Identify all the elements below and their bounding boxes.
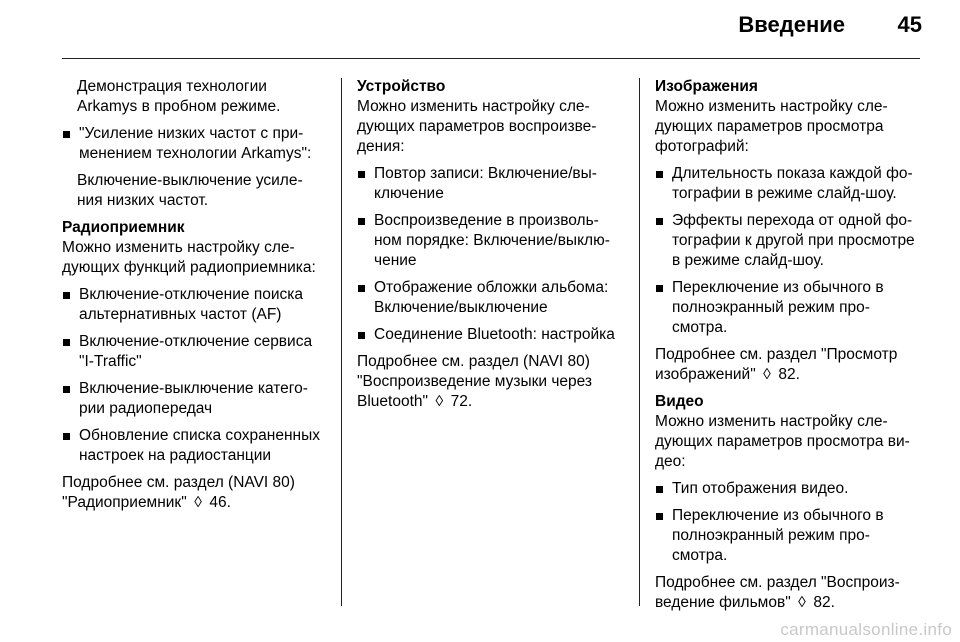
list-item: [62, 426, 334, 466]
text-line: альтернативных частот (AF): [79, 306, 282, 323]
text-line: дующих параметров воспроизве-: [357, 118, 597, 135]
text-line: смотра.: [672, 319, 728, 336]
text-line: Включение-отключение сервиса: [79, 333, 313, 350]
page-number: 45: [897, 12, 922, 37]
text-line: део:: [655, 453, 686, 470]
text-line: Arkamys в пробном режиме.: [77, 98, 281, 115]
text-line: менением технологии Arkamys":: [79, 145, 312, 162]
text-line: Эффекты перехода от одной фо-: [672, 212, 913, 229]
list-item: [655, 506, 935, 566]
text-line: смотра.: [672, 547, 728, 564]
page-reference-icon: ◊: [798, 594, 806, 611]
page-reference[interactable]: 82.: [778, 366, 800, 383]
list-item: [357, 325, 629, 345]
text-line: Подробнее см. раздел (NAVI 80): [357, 353, 590, 370]
text-line: Подробнее см. раздел "Воспроиз-: [655, 574, 900, 591]
intro-paragraph: [62, 77, 334, 117]
text-line: Можно изменить настройку сле-: [655, 413, 888, 430]
text-line: дующих функций радиоприемника:: [62, 259, 316, 276]
page-reference[interactable]: 82.: [813, 594, 835, 611]
text-line: Можно изменить настройку сле-: [62, 239, 295, 256]
cross-reference: [655, 345, 935, 385]
column-1: [62, 77, 334, 513]
text-line: Длительность показа каждой фо-: [672, 165, 913, 182]
list-item: [62, 379, 334, 419]
column-2: [357, 77, 629, 412]
text-line: в режиме слайд-шоу.: [672, 252, 824, 269]
reference-title: "Радиоприемник": [62, 494, 187, 511]
text-line: фотографий:: [655, 138, 749, 155]
text-line: Включение-выключение усиле-: [77, 172, 303, 189]
text-line: Соединение Bluetooth: настройка: [374, 326, 615, 343]
text-line: тографии к другой при просмотре: [672, 232, 915, 249]
reference-title: ведение фильмов": [655, 594, 791, 611]
column-divider-1: [341, 78, 342, 606]
reference-title: изображений": [655, 366, 756, 383]
list-item: [655, 211, 935, 271]
text-line: Включение-выключение катего-: [79, 380, 308, 397]
text-line: Обновление списка сохраненных: [79, 427, 320, 444]
header-rule: [62, 58, 920, 59]
text-line: дующих параметров просмотра ви-: [655, 433, 910, 450]
text-line: ном порядке: Включение/выклю-: [374, 232, 610, 249]
text-line: Переключение из обычного в: [672, 279, 884, 296]
page-reference-icon: ◊: [435, 393, 444, 410]
text-line: ключение: [374, 185, 444, 202]
list-item: [357, 211, 629, 271]
column-divider-2: [639, 78, 640, 606]
section-heading-images: Изображения: [655, 78, 758, 95]
text-line: Тип отображения видео.: [672, 480, 849, 497]
text-line: настроек на радиостанции: [79, 447, 272, 464]
text-line: Включение/выключение: [374, 299, 548, 316]
text-line: [62, 493, 334, 513]
list-item: [357, 278, 629, 318]
text-line: Воспроизведение в произволь-: [374, 212, 599, 229]
text-line: дения:: [357, 138, 405, 155]
text-line: "I-Traffic": [79, 353, 142, 370]
reference-title: Bluetooth": [357, 393, 428, 410]
text-line: [655, 593, 935, 613]
page-header-title: Введение: [738, 12, 845, 37]
page-reference-icon: ◊: [763, 366, 771, 383]
text-line: полноэкранный режим про-: [672, 527, 870, 544]
text-line: Подробнее см. раздел "Просмотр: [655, 346, 898, 363]
text-line: Отображение обложки альбома:: [374, 279, 609, 296]
text-line: Можно изменить настройку сле-: [655, 98, 888, 115]
list-item: [62, 332, 334, 372]
list-item: [655, 479, 935, 499]
text-line: "Усиление низких частот с при-: [79, 125, 304, 142]
text-line: "Воспроизведение музыки через: [357, 373, 593, 390]
text-line: [655, 365, 935, 385]
text-line: Подробнее см. раздел (NAVI 80): [62, 474, 295, 491]
list-item: [357, 164, 629, 204]
text-line: чение: [374, 252, 417, 269]
text-line: тографии в режиме слайд-шоу.: [672, 185, 897, 202]
list-item: [655, 278, 935, 338]
bullet-bass-boost: [62, 124, 334, 164]
text-line: Повтор записи: Включение/вы-: [374, 165, 597, 182]
text-line: Можно изменить настройку сле-: [357, 98, 590, 115]
section-heading-device: Устройство: [357, 78, 446, 95]
text-line: рии радиопередач: [79, 400, 213, 417]
page-reference[interactable]: 72.: [450, 393, 473, 410]
list-item: [655, 164, 935, 204]
text-line: Переключение из обычного в: [672, 507, 884, 524]
text-line: полноэкранный режим про-: [672, 299, 870, 316]
page-reference-icon: ◊: [194, 494, 202, 511]
watermark: carmanualsonline.info: [780, 620, 952, 639]
text-line: Демонстрация технологии: [77, 78, 267, 95]
cross-reference: [357, 352, 629, 412]
text-line: дующих параметров просмотра: [655, 118, 884, 135]
column-3: [655, 77, 935, 613]
section-heading-radio: Радиоприемник: [62, 219, 185, 236]
cross-reference: [62, 473, 334, 513]
list-item: [62, 285, 334, 325]
text-line: ния низких частот.: [77, 192, 209, 209]
text-line: [357, 392, 629, 412]
page-reference[interactable]: 46.: [209, 494, 231, 511]
text-line: Включение-отключение поиска: [79, 286, 303, 303]
section-heading-video: Видео: [655, 393, 704, 410]
cross-reference: [655, 573, 935, 613]
bass-boost-detail: [62, 171, 334, 211]
